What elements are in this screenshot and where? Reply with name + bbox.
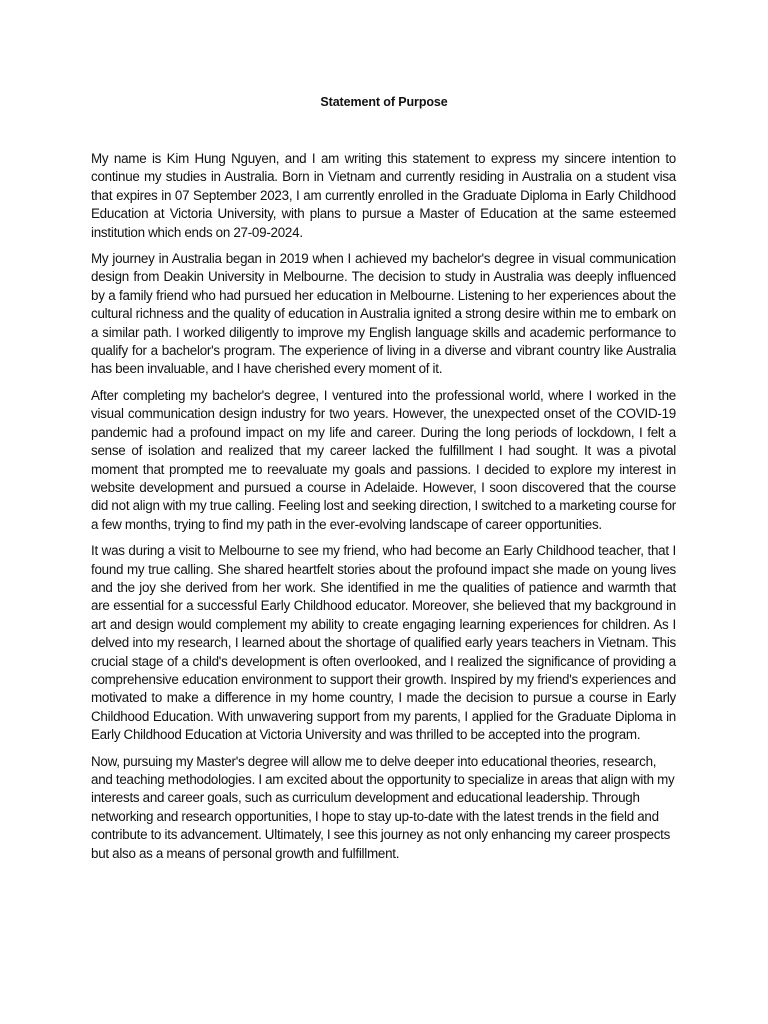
paragraph-finding-calling: It was during a visit to Melbourne to see my friend, who had become an Early Childhood teacher, that I found my true calling. She shared heartfelt stories about the profound impact she made on young lives and the joy she derived from her work. She identified in me the qualities of patience and warmth that are essential for a successful Early Childhood educator. Moreover, she believed that my background in art and design would complement my ability to create engaging learning experiences for children. As I delved into my research, I learned about the shortage of qualified early years teachers in Vietnam. This crucial stage of a child's development is often overlooked, and I realized the significance of providing a comprehensive education environment to support their growth. Inspired by my friend's experiences and motivated to make a difference in my home country, I made the decision to pursue a course in Early Childhood Education. With unwavering support from my parents, I applied for the Graduate Diploma in Early Childhood Education at Victoria University and was thrilled to be accepted into the program.	[91, 543, 676, 743]
document-title: Statement of Purpose	[320, 95, 448, 109]
document-body	[91, 150, 676, 871]
paragraph-masters-goals: Now, pursuing my Master's degree will allow me to delve deeper into educational theories, research, and teaching methodologies. I am excited about the opportunity to specialize in areas that align with my interests and career goals, such as curriculum development and educational leadership. Through networking and research opportunities, I hope to stay up-to-date with the latest trends in the field and contribute to its advancement. Ultimately, I see this journey as not only enhancing my career prospects but also as a means of personal growth and fulfillment.	[91, 753, 675, 861]
paragraph-journey-in-australia: My journey in Australia began in 2019 when I achieved my bachelor's degree in visual communication design from Deakin University in Melbourne. The decision to study in Australia was deeply influenced by a family friend who had pursued her education in Melbourne. Listening to her experiences about the cultural richness and the quality of education in Australia ignited a strong desire within me to embark on a similar path. I worked diligently to improve my English language skills and academic performance to qualify for a bachelor's program. The experience of living in a diverse and vibrant country like Australia has been invaluable, and I have cherished every moment of it.	[91, 251, 676, 377]
paragraph-introduction: My name is Kim Hung Nguyen, and I am writing this statement to express my sincere intention to continue my studies in Australia. Born in Vietnam and currently residing in Australia on a student visa that expires in 07 September 2023, I am currently enrolled in the Graduate Diploma in Early Childhood Education at Victoria University, with plans to pursue a Master of Education at the same esteemed institution which ends on 27-09-2024.	[91, 151, 676, 240]
paragraph-professional-experience: After completing my bachelor's degree, I ventured into the professional world, where I worked in the visual communication design industry for two years. However, the unexpected onset of the COVID-19 pandemic had a profound impact on my life and career. During the long periods of lockdown, I felt a sense of isolation and realized that my career lacked the fulfillment I had sought. It was a pivotal moment that prompted me to reevaluate my goals and passions. I decided to explore my interest in website development and pursued a course in Adelaide. However, I soon discovered that the course did not align with my true calling. Feeling lost and seeking direction, I switched to a marketing course for a few months, trying to find my path in the ever-evolving landscape of career opportunities.	[91, 387, 676, 532]
